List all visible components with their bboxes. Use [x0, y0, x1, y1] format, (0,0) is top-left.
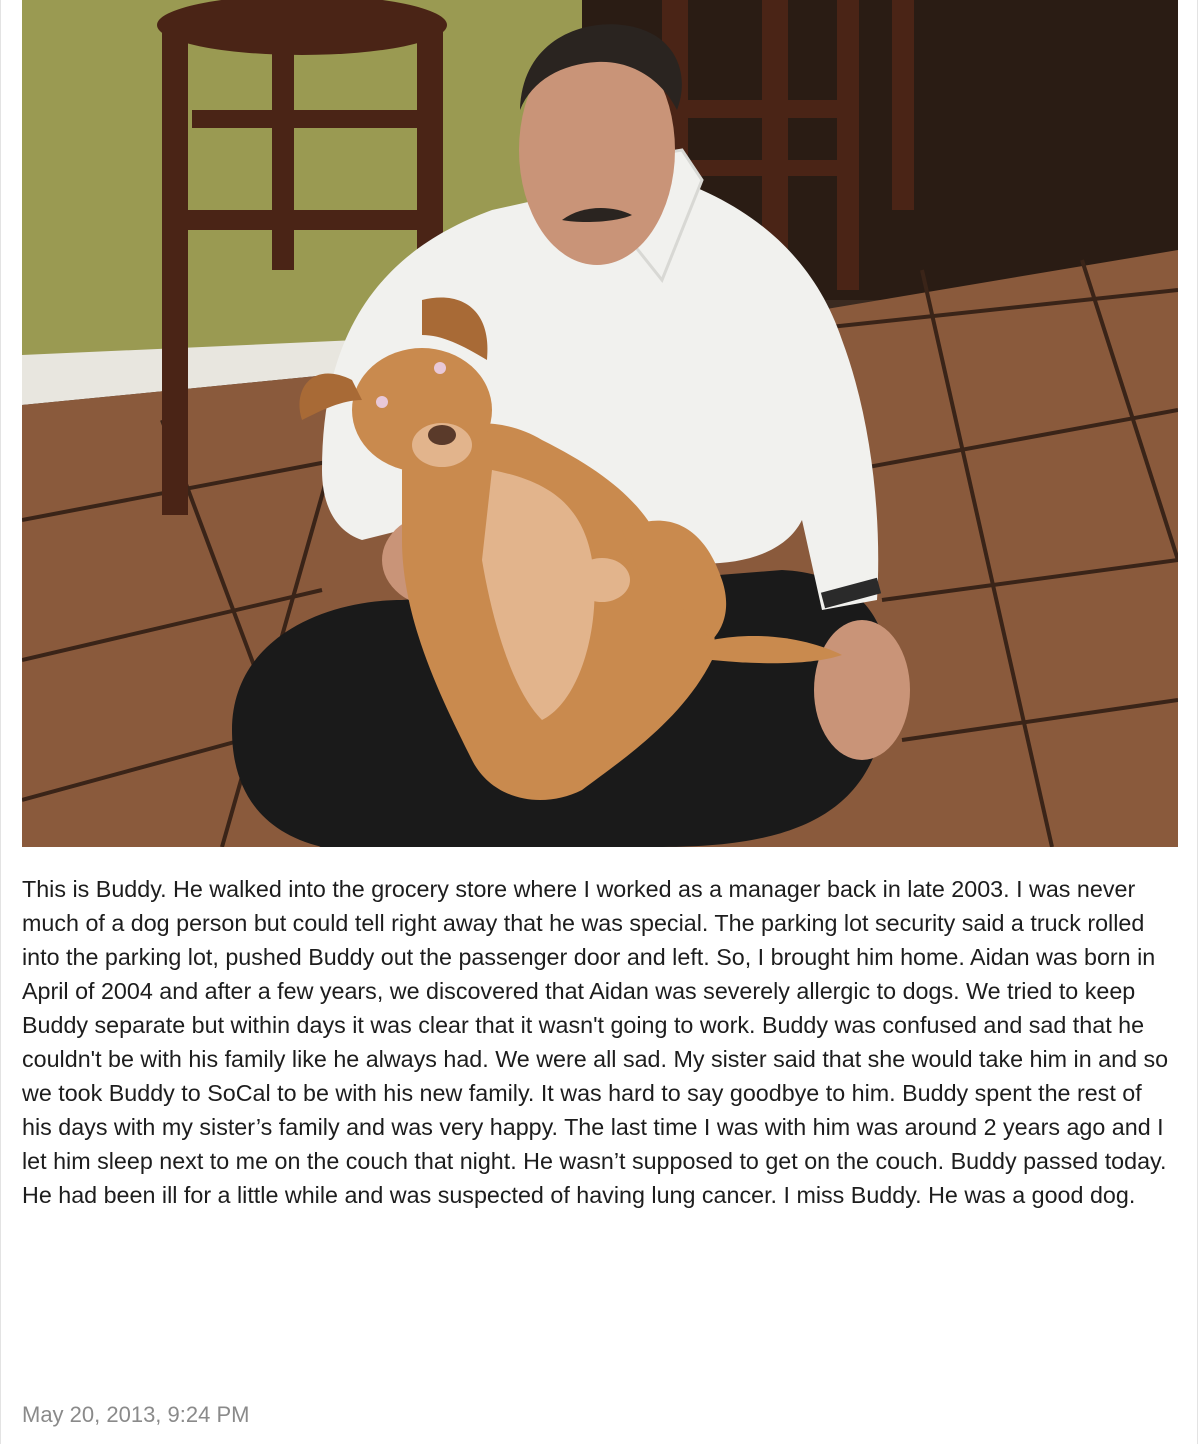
- photo-dog-eye-right: [434, 362, 446, 374]
- photo-dog-nose: [428, 425, 456, 445]
- photo-illustration: [22, 0, 1178, 847]
- photo-dog-eye-left: [376, 396, 388, 408]
- photo-dog-paw-lower: [526, 625, 578, 665]
- post-timestamp: May 20, 2013, 9:24 PM: [22, 1402, 250, 1427]
- photo-dog-paw-upper: [574, 558, 630, 602]
- post-photo[interactable]: [22, 0, 1178, 847]
- photo-hand-right: [814, 620, 910, 760]
- post-caption: This is Buddy. He walked into the grocery store where I worked as a manager back in late 2003. I was never much of a dog person but could tell right away that he was special. The parking lot security said a truck rolled into the parking lot, pushed Buddy out the passenger door and left. So, I brought him home. Aidan was born in April of 2004 and after a few years, we discovered that Aidan was severely allergic to dogs. We tried to keep Buddy separate but within days it was clear that it wasn't going to work. Buddy was confused and sad that he couldn't be with his family like he always had. We were all sad. My sister said that she would take him in and so we took Buddy to SoCal to be with his new family. It was hard to say goodbye to him. Buddy spent the rest of his days with my sister’s family and was very happy. The last time I was with him was around 2 years ago and I let him sleep next to me on the couch that night. He wasn’t supposed to get on the couch. Buddy passed today. He had been ill for a little while and was suspected of having lung cancer. I miss Buddy. He was a good dog.: [22, 876, 1169, 1208]
